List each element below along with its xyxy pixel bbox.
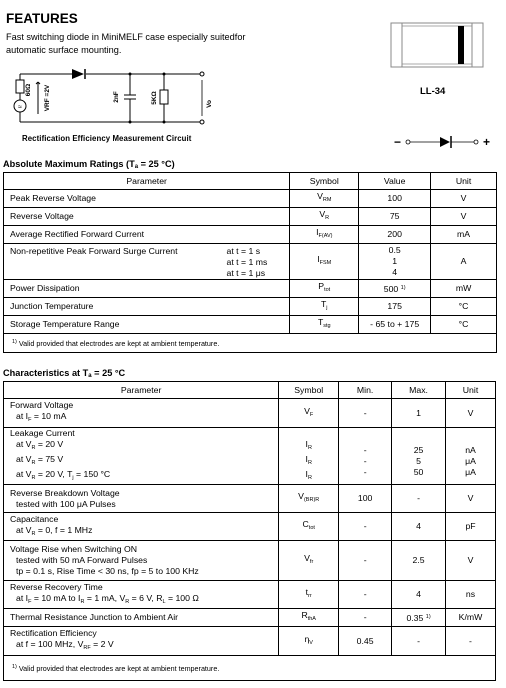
footnote-mark: 1) — [12, 664, 17, 670]
table-cell — [279, 485, 339, 513]
table-cell — [279, 609, 339, 627]
table-cell — [279, 541, 339, 581]
text-span: = 1 mA, V — [84, 592, 126, 603]
minus-sign: − — [394, 135, 402, 149]
table-cell: Unit — [446, 382, 496, 399]
text-span: I — [316, 227, 319, 237]
text-span — [10, 454, 63, 464]
diode-symbol — [392, 132, 496, 152]
table-cell: K/mW — [446, 609, 496, 627]
table-cell — [279, 581, 339, 609]
text-span: = 25 °C — [91, 368, 126, 378]
text-span: Valid provided that electrodes are kept at ambient temperature. — [16, 339, 220, 348]
subscript: R — [31, 475, 36, 481]
table-cell: V — [446, 485, 496, 513]
table-row — [4, 399, 496, 428]
table-cell: 1 — [392, 399, 446, 428]
table-row — [4, 428, 496, 485]
text-span: Voltage Rise when Switching ON — [10, 544, 137, 554]
table-cell: - — [339, 513, 392, 541]
table-cell: Power Dissipation — [4, 280, 290, 298]
table-row — [4, 627, 496, 656]
table-cell: Peak Reverse Voltage — [4, 190, 290, 208]
table-cell: - — [339, 581, 392, 609]
table-cell: A — [431, 244, 497, 280]
table-cell: - 65 to + 175 — [359, 316, 431, 334]
table-cell: Value — [359, 173, 431, 190]
subscript: R — [307, 459, 312, 466]
text-span: at V — [16, 469, 32, 479]
text-span: 1 — [392, 256, 398, 266]
table-cell — [4, 485, 279, 513]
text-span — [10, 525, 92, 535]
table-cell — [290, 298, 359, 316]
text-span: t — [305, 587, 309, 597]
table-row — [4, 581, 496, 609]
measurement-circuit — [12, 66, 222, 130]
text-span: 4 — [392, 267, 398, 277]
table-row — [4, 513, 496, 541]
text-span: Non-repetitive Peak Forward Surge Current — [10, 246, 178, 256]
subscript: (BR)R — [303, 497, 320, 503]
footnote-row — [4, 334, 497, 353]
table-cell: Min. — [339, 382, 392, 399]
text-span: = 20 V, T — [35, 469, 73, 479]
abs-max-table — [3, 172, 497, 353]
circuit-caption: Rectification Efficiency Measurement Circuit — [22, 134, 192, 143]
text-span: 500 — [383, 283, 399, 294]
capacitor-label: 2nF — [113, 91, 120, 103]
table-cell — [290, 226, 359, 244]
table-row — [4, 298, 497, 316]
abs-max-title — [3, 159, 175, 170]
table-cell: 100 — [359, 190, 431, 208]
text-span: V — [319, 209, 326, 219]
subscript: R — [307, 474, 312, 481]
table-cell: 100 — [339, 485, 392, 513]
text-span: = 75 V — [35, 454, 64, 464]
package-drawing — [390, 22, 484, 68]
text-span: = 0, f = 1 MHz — [35, 524, 93, 535]
text-span: V — [317, 191, 323, 201]
table-cell: mA — [431, 226, 497, 244]
source-resistor-label: 60Ω — [25, 83, 32, 97]
text-span: μA — [465, 466, 476, 477]
table-row — [4, 226, 497, 244]
subscript: F — [309, 411, 314, 418]
plus-sign: + — [483, 135, 491, 149]
subscript: fr — [309, 559, 314, 565]
footnote-mark: 1) — [12, 339, 17, 345]
table-cell: 75 — [359, 208, 431, 226]
text-span: η — [304, 633, 310, 644]
text-span: = 6 V, R — [129, 592, 163, 603]
table-cell: Parameter — [4, 173, 290, 190]
text-span: 0.35 — [406, 612, 424, 623]
footnote-mark: 1) — [425, 613, 431, 620]
table-cell: 2.5 — [392, 541, 446, 581]
text-span: Reverse Breakdown Voltage — [10, 487, 120, 498]
features-text: Fast switching diode in MiniMELF case especially suitedfor automatic surface mounting. — [6, 32, 246, 55]
table-cell: - — [339, 541, 392, 581]
text-span: = 10 mA to I — [31, 592, 81, 603]
features-title: FEATURES — [6, 11, 78, 26]
subscript: R — [80, 598, 85, 605]
table-row — [4, 541, 496, 581]
table-cell: - — [392, 627, 446, 656]
table-cell — [290, 208, 359, 226]
table-cell — [4, 581, 279, 609]
table-cell: 4 — [392, 513, 446, 541]
text-span: tp = 0.1 s, Rise Time < 30 ns, fp = 5 to 100 KHz — [16, 566, 199, 576]
table-cell: Storage Temperature Range — [4, 316, 290, 334]
table-cell — [4, 334, 497, 353]
table-cell — [392, 609, 446, 627]
text-span: nA — [465, 444, 476, 455]
text-span: at I — [16, 592, 29, 603]
subscript: a — [88, 373, 92, 379]
table-cell: V — [446, 399, 496, 428]
table-cell: - — [446, 627, 496, 656]
text-span: at t = 1 μs — [226, 268, 266, 278]
subscript: stg — [323, 323, 331, 329]
table-row — [4, 244, 497, 280]
subscript: F(AV) — [318, 233, 333, 239]
characteristics-title — [3, 368, 125, 379]
table-cell: - — [392, 485, 446, 513]
text-span — [10, 469, 110, 479]
resistor-label: 5KΩ — [151, 91, 158, 105]
subscript: a — [134, 164, 139, 170]
text-span: Characteristics at T — [3, 368, 89, 378]
text-span: T — [320, 299, 327, 309]
text-span — [10, 593, 199, 603]
source-symbol: ≈ — [18, 104, 22, 111]
characteristics-table — [3, 381, 496, 681]
text-span — [227, 246, 284, 279]
subscript: RM — [322, 197, 332, 203]
text-span: μA — [465, 455, 476, 466]
subscript: R — [31, 460, 36, 466]
table-cell: Symbol — [290, 173, 359, 190]
table-cell — [359, 280, 431, 298]
package-label: LL-34 — [420, 86, 446, 97]
subscript: j — [72, 475, 74, 481]
text-span: at I — [16, 411, 29, 421]
table-cell: - — [339, 609, 392, 627]
table-cell: 175 — [359, 298, 431, 316]
table-cell — [4, 627, 279, 656]
table-cell: Max. — [392, 382, 446, 399]
text-span: Rectification Efficiency — [10, 628, 97, 638]
text-span: V — [304, 405, 310, 416]
subscript: R — [325, 215, 330, 221]
text-span: at t = 1 ms — [226, 257, 268, 267]
text-span: I — [305, 468, 308, 479]
table-row — [4, 190, 497, 208]
table-cell: Junction Temperature — [4, 298, 290, 316]
text-span: Capacitance — [10, 513, 59, 524]
text-span: Absolute Maximum Ratings (T — [3, 159, 135, 169]
text-span: 25 — [413, 444, 424, 455]
table-cell: Unit — [431, 173, 497, 190]
table-cell — [4, 656, 496, 681]
text-span: Valid provided that electrodes are kept at ambient temperature. — [16, 664, 220, 673]
text-span: at f = 100 MHz, V — [16, 639, 84, 649]
text-span: - — [363, 455, 367, 466]
text-span: V — [304, 553, 310, 563]
subscript: RF — [83, 645, 91, 651]
text-span: = 100 Ω — [165, 592, 199, 603]
table-cell: Reverse Voltage — [4, 208, 290, 226]
text-span: = 2 V — [90, 639, 114, 649]
table-cell — [339, 428, 392, 485]
text-span — [10, 639, 114, 649]
table-cell — [4, 244, 290, 280]
table-cell: V — [431, 190, 497, 208]
text-span: = 150 °C — [73, 469, 111, 479]
text-span: P — [318, 281, 325, 291]
table-header — [4, 382, 496, 399]
text-span: I — [305, 453, 308, 464]
table-cell — [392, 428, 446, 485]
table-cell: ns — [446, 581, 496, 609]
text-span — [10, 439, 63, 449]
table-row — [4, 316, 497, 334]
text-span: 0.5 — [388, 245, 401, 255]
table-cell — [290, 280, 359, 298]
text-span: - — [363, 444, 367, 455]
text-span: Forward Voltage — [10, 400, 74, 410]
text-span: tested with 50 mA Forward Pulses — [16, 555, 148, 565]
table-cell: Thermal Resistance Junction to Ambient Air — [4, 609, 279, 627]
table-row — [4, 609, 496, 627]
table-cell — [4, 513, 279, 541]
vrf-label: VRF =2V — [44, 84, 51, 112]
subscript: thA — [307, 616, 316, 622]
subscript: rr — [308, 593, 312, 599]
table-cell: °C — [431, 316, 497, 334]
table-cell: 0.45 — [339, 627, 392, 656]
text-span: - — [363, 466, 367, 477]
subscript: F — [28, 598, 32, 605]
table-cell — [4, 541, 279, 581]
table-cell — [279, 627, 339, 656]
subscript: R — [307, 444, 312, 451]
text-span: at V — [16, 524, 32, 535]
text-span: 50 — [413, 466, 424, 477]
subscript: j — [326, 305, 328, 311]
subscript: tot — [324, 287, 331, 293]
subscript: tot — [308, 525, 315, 531]
text-span: C — [302, 519, 309, 529]
table-header — [4, 173, 497, 190]
table-cell — [279, 399, 339, 428]
table-cell: mW — [431, 280, 497, 298]
text-span — [10, 411, 66, 421]
table-cell — [279, 513, 339, 541]
table-cell — [290, 316, 359, 334]
subscript: V — [309, 639, 313, 646]
table-cell: - — [339, 399, 392, 428]
table-row — [4, 280, 497, 298]
footnote-mark: 1) — [400, 284, 406, 291]
text-span: I — [317, 254, 320, 264]
subscript: F — [28, 417, 32, 423]
subscript: L — [162, 598, 166, 605]
subscript: R — [125, 598, 130, 605]
subscript: R — [31, 530, 36, 537]
table-cell: V — [431, 208, 497, 226]
table-cell: pF — [446, 513, 496, 541]
text-span: at t = 1 s — [226, 246, 261, 256]
table-cell: Symbol — [279, 382, 339, 399]
output-label: Vo — [206, 100, 213, 108]
text-span: = 25 °C) — [138, 159, 175, 169]
text-span: Leakage Current — [10, 428, 75, 438]
table-cell — [290, 190, 359, 208]
text-span: tested with 100 μA Pulses — [16, 498, 116, 509]
table-cell — [279, 428, 339, 485]
table-row — [4, 485, 496, 513]
text-span: = 20 V — [35, 439, 64, 449]
text-span: at V — [16, 454, 32, 464]
table-cell: Average Rectified Forward Current — [4, 226, 290, 244]
table-cell — [290, 244, 359, 280]
table-cell: V — [446, 541, 496, 581]
table-cell — [4, 399, 279, 428]
subscript: FSM — [319, 260, 332, 266]
table-cell: 4 — [392, 581, 446, 609]
table-cell — [359, 244, 431, 280]
text-span: 5 — [416, 455, 421, 466]
subscript: R — [31, 445, 36, 451]
text-span: I — [305, 438, 308, 449]
text-span: T — [317, 317, 324, 327]
text-span: = 10 mA — [31, 411, 67, 421]
table-cell — [4, 428, 279, 485]
table-cell: Parameter — [4, 382, 279, 399]
text-span: V — [298, 491, 304, 501]
text-span: Reverse Recovery Time — [10, 581, 103, 592]
table-cell: 200 — [359, 226, 431, 244]
text-span: R — [301, 610, 308, 620]
footnote-row — [4, 656, 496, 681]
table-cell — [446, 428, 496, 485]
table-row — [4, 208, 497, 226]
table-cell: °C — [431, 298, 497, 316]
text-span: at V — [16, 439, 32, 449]
